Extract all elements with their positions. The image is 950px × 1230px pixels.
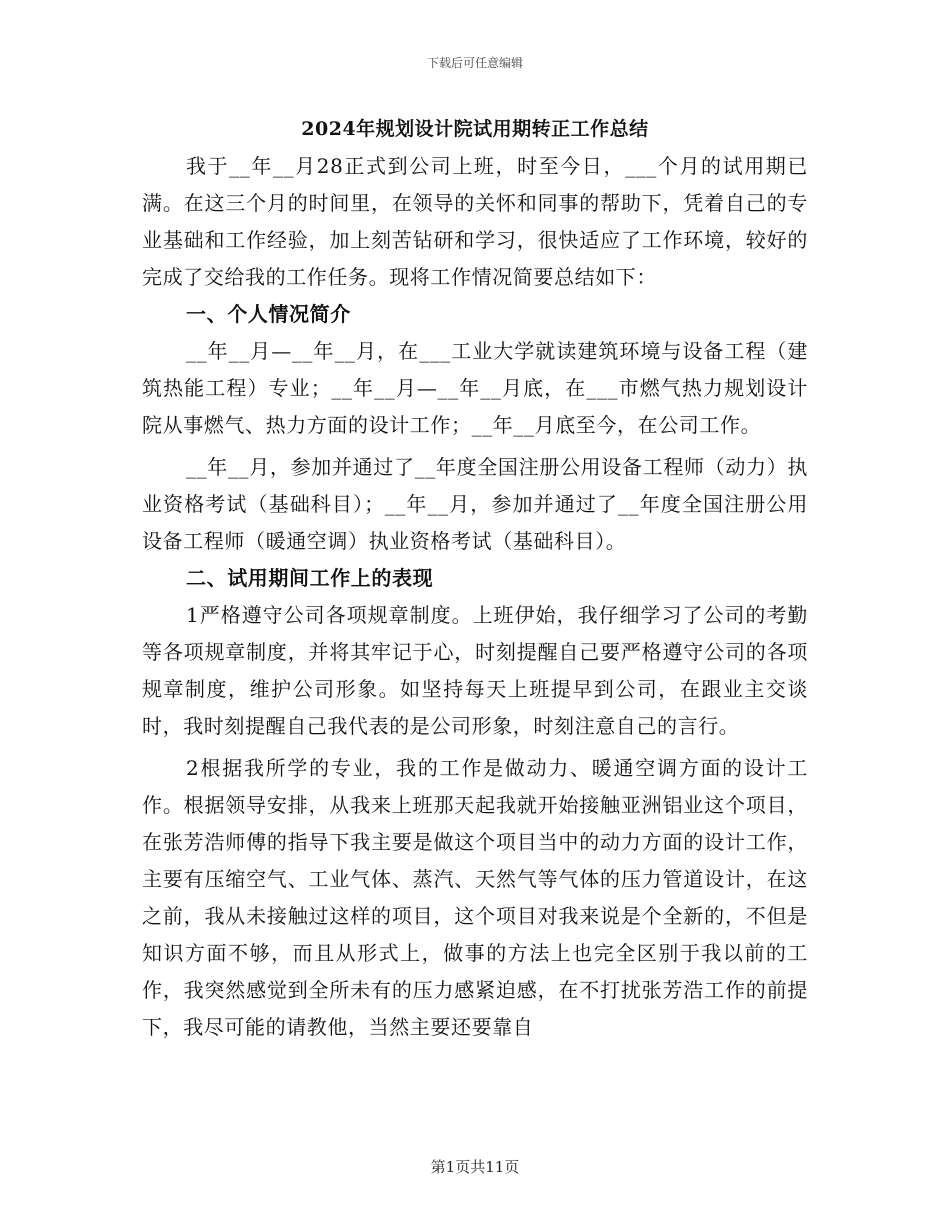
- personal-education-paragraph: __年__月—__年__月，在___工业大学就读建筑环境与设备工程（建筑热能工程）专业；__年__月—__年__月底，在___市燃气热力规划设计院从事燃气、热力方面的设计工作；__年__月底至今，在公司工作。: [142, 339, 808, 437]
- performance-work-paragraph: 2根据我所学的专业，我的工作是做动力、暖通空调方面的设计工作。根据领导安排，从我来上班那天起我就开始接触亚洲铝业这个项目，在张芳浩师傅的指导下我主要是做这个项目当中的动力方面的设计工作，主要有压缩空气、工业气体、蒸汽、天然气等气体的压力管道设计，在这之前，我从未接触过这样的项目，这个项目对我来说是个全新的，不但是知识方面不够，而且从形式上，做事的方法上也完全区别于我以前的工作，我突然感觉到全所未有的压力感紧迫感，在不打扰张芳浩工作的前提下，我尽可能的请教他，当然主要还要靠自: [142, 756, 808, 1039]
- section-heading-personal: 一、个人情况简介: [186, 302, 351, 326]
- intro-paragraph: 我于__年__月28正式到公司上班，时至今日，___个月的试用期已满。在这三个月的时间里，在领导的关怀和同事的帮助下，凭着自己的专业基础和工作经验，加上刻苦钻研和学习，很快适应了工作环境，较好的完成了交给我的工作任务。现将工作情况简要总结如下：: [142, 154, 808, 289]
- personal-exam-paragraph: __年__月，参加并通过了__年度全国注册公用设备工程师（动力）执业资格考试（基础科目）；__年__月，参加并通过了__年度全国注册公用设备工程师（暖通空调）执业资格考试（基础科目）。: [142, 455, 808, 553]
- section-heading-performance: 二、试用期间工作上的表现: [186, 566, 434, 590]
- document-title: 2024年规划设计院试用期转正工作总结: [301, 118, 649, 140]
- page-number: 第1页共11页: [430, 1158, 520, 1176]
- performance-rules-paragraph: 1严格遵守公司各项规章制度。上班伊始，我仔细学习了公司的考勤等各项规章制度，并将其牢记于心，时刻提醒自己要严格遵守公司的各项规章制度，维护公司形象。如坚持每天上班提早到公司，在跟业主交谈时，我时刻提醒自己我代表的是公司形象，时刻注意自己的言行。: [142, 603, 808, 738]
- document-body: [142, 148, 808, 1046]
- header-note: 下载后可任意编辑: [426, 56, 523, 70]
